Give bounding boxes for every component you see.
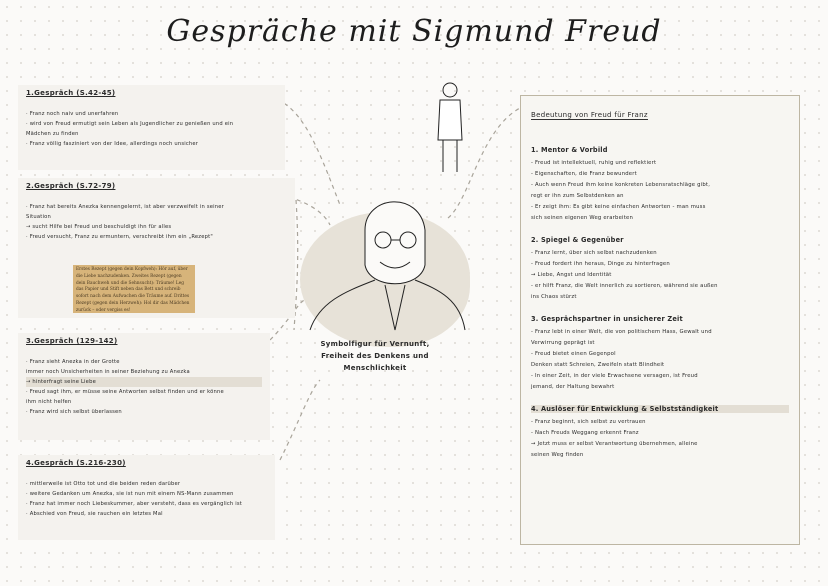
section-line: - Eigenschaften, die Franz bewundert bbox=[531, 171, 637, 177]
standing-figure-icon bbox=[438, 83, 462, 172]
section-line: Verwirrung geprägt ist bbox=[531, 340, 595, 346]
section-line: - Franz beginnt, sich selbst zu vertrauen bbox=[531, 419, 646, 425]
section-line: sich seinen eigenen Weg erarbeiten bbox=[531, 215, 634, 221]
section-title: 2. Spiegel & Gegenüber bbox=[531, 236, 624, 244]
page-title: Gespräche mit Sigmund Freud bbox=[166, 14, 662, 49]
caption-line: Menschlichkeit bbox=[343, 364, 407, 372]
card-line: · Franz wird sich selbst überlassen bbox=[26, 409, 122, 415]
card-line: · weitere Gedanken um Anezka, sie ist nun mit einem NS-Mann zusammen bbox=[26, 491, 234, 497]
section-title: 1. Mentor & Vorbild bbox=[531, 146, 608, 154]
card-line: · Freud versucht, Franz zu ermuntern, verschreibt ihm ein „Rezept" bbox=[26, 234, 213, 240]
section-line: → Liebe, Angst und Identität bbox=[531, 272, 612, 278]
card-line: → sucht Hilfe bei Freud und beschuldigt ihn für alles bbox=[26, 224, 172, 230]
card-heading: 2.Gespräch (S.72-79) bbox=[26, 182, 116, 190]
card-line: · Franz völlig fasziniert von der Idee, allerdings noch unsicher bbox=[26, 141, 199, 147]
card-line: ihm nicht helfen bbox=[26, 399, 72, 405]
section-title: 4. Auslöser für Entwicklung & Selbstständigkeit bbox=[531, 405, 789, 413]
card-line: · Abschied von Freud, sie rauchen ein letztes Mal bbox=[26, 511, 163, 517]
section-line: - Freud fordert ihn heraus, Dinge zu hinterfragen bbox=[531, 261, 670, 267]
card-line: Mädchen zu finden bbox=[26, 131, 79, 137]
section-line: - er hilft Franz, die Welt innerlich zu sortieren, während sie außen bbox=[531, 283, 718, 289]
quote-scan-image: Erstes Rezept (gegen dein Kopfweh): Hör auf, über die Liebe nachzudenken. Zweites Rezept (gegen dein Bauchweh und die Sehnsucht): Träume! Leg das Papier und Stift neben das Bett und schreib sofort nach dem Aufwachen die Träume auf. Drittes Rezept (gegen dein Herzweh): Hol dir das Mädchen zurück – oder vergiss es! bbox=[73, 265, 195, 313]
card-heading: 1.Gespräch (S.42-45) bbox=[26, 89, 116, 97]
center-caption bbox=[290, 338, 460, 374]
card-line: · Franz hat bereits Anezka kennengelernt, ist aber verzweifelt in seiner bbox=[26, 204, 225, 210]
caption-line: Symbolfigur für Vernunft, bbox=[320, 340, 430, 348]
conversation-card-3 bbox=[18, 333, 270, 440]
conversation-card-1 bbox=[18, 85, 285, 170]
section-line: Denken statt Schreien, Zweifeln statt Blindheit bbox=[531, 362, 665, 368]
card-heading: 4.Gespräch (S.216-230) bbox=[26, 459, 126, 467]
section-line: jemand, der Haltung bewahrt bbox=[531, 384, 615, 390]
card-line: · wird von Freud ermutigt sein Leben als Jugendlicher zu genießen und ein bbox=[26, 121, 234, 127]
section-line: - Auch wenn Freud ihm keine konkreten Lebensratschläge gibt, bbox=[531, 182, 711, 188]
section-line: - Franz lebt in einer Welt, die von politischem Hass, Gewalt und bbox=[531, 329, 712, 335]
card-line: · Franz hat immer noch Liebeskummer, aber versteht, dass es vergänglich ist bbox=[26, 501, 243, 507]
significance-panel bbox=[520, 95, 800, 545]
section-line: regt er ihn zum Selbstdenken an bbox=[531, 193, 624, 199]
card-line: · Franz noch naiv und unerfahren bbox=[26, 111, 119, 117]
section-line: - In einer Zeit, in der viele Erwachsene versagen, ist Freud bbox=[531, 373, 698, 379]
section-line: - Franz lernt, über sich selbst nachzudenken bbox=[531, 250, 657, 256]
caption-line: Freiheit des Denkens und bbox=[321, 352, 429, 360]
section-title: 3. Gesprächspartner in unsicherer Zeit bbox=[531, 315, 683, 323]
card-line: · mittlerweile ist Otto tot und die beiden reden darüber bbox=[26, 481, 181, 487]
section-line: → Jetzt muss er selbst Verantwortung übernehmen, alleine bbox=[531, 441, 698, 447]
card-line: → hinterfragt seine Liebe bbox=[26, 377, 262, 387]
card-line: Situation bbox=[26, 214, 51, 220]
section-line: - Freud ist intellektuell, ruhig und reflektiert bbox=[531, 160, 657, 166]
conversation-card-4 bbox=[18, 455, 275, 540]
section-line: - Er zeigt ihm: Es gibt keine einfachen Antworten - man muss bbox=[531, 204, 706, 210]
card-heading: 3.Gespräch (129-142) bbox=[26, 337, 118, 345]
card-line: · Franz sieht Anezka in der Grotte bbox=[26, 359, 120, 365]
card-line: · Freud sagt ihm, er müsse seine Antworten selbst finden und er könne bbox=[26, 389, 224, 395]
section-line: ins Chaos stürzt bbox=[531, 294, 577, 300]
section-line: - Nach Freuds Weggang erkennt Franz bbox=[531, 430, 639, 436]
section-line: - Freud bietet einen Gegenpol bbox=[531, 351, 616, 357]
card-line: immer noch Unsicherheiten in seiner Beziehung zu Anezka bbox=[26, 369, 190, 375]
panel-heading: Bedeutung von Freud für Franz bbox=[531, 111, 648, 119]
section-line: seinen Weg finden bbox=[531, 452, 584, 458]
